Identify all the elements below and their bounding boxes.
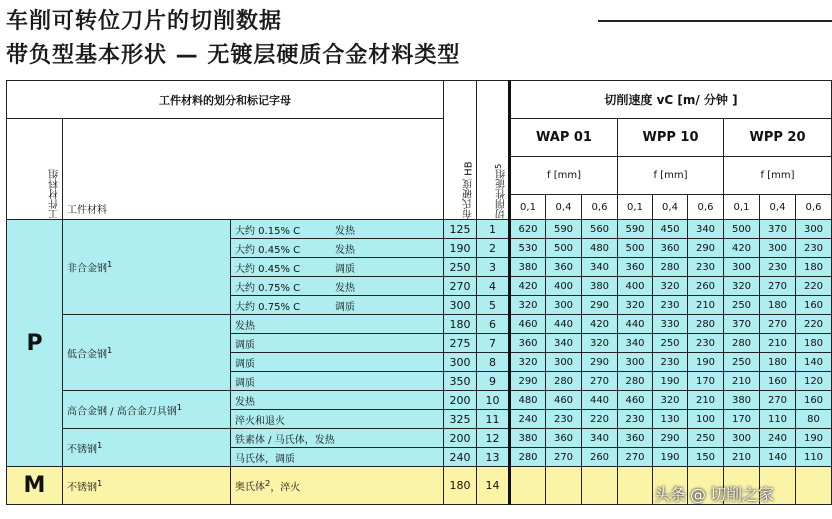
workpiece-division-header: 工件材料的划分和标记字母 [7,81,444,119]
speed-value: 370 [760,220,796,239]
speed-value: 150 [688,448,724,467]
speed-value: 270 [760,277,796,296]
speed-value: 480 [510,391,546,410]
condition-primary: 铁素体 / 马氏体，发热 [235,434,335,446]
hardness-value: 350 [444,372,477,391]
speed-value: 180 [796,258,832,277]
material-name [63,220,231,315]
speed-value: 280 [510,448,546,467]
speed-value [796,467,832,505]
condition-primary: 调质 [235,339,255,351]
grade-header-3: WPP 20 [724,119,832,157]
speed-value: 440 [546,315,582,334]
condition-treatment: 发热 [335,282,355,294]
speed-value: 210 [724,372,760,391]
speed-value [618,467,653,505]
condition-treatment: 调质 [335,263,355,275]
speed-value: 300 [546,296,582,315]
condition-cell [231,277,444,296]
speed-value: 220 [582,410,618,429]
feed-value: 0,1 [724,195,760,220]
speed-value: 270 [760,391,796,410]
speed-value: 300 [760,239,796,258]
speed-value: 360 [546,258,582,277]
speed-value: 360 [510,334,546,353]
machinability-label: 切削性能组 [496,169,507,219]
condition-primary: 大约 0.45% C [235,244,301,256]
speed-value: 130 [653,410,688,429]
speed-value: 500 [618,239,653,258]
speed-value: 180 [760,296,796,315]
watermark-left: 头条 [654,485,687,504]
speed-value: 340 [582,429,618,448]
condition-cell [231,467,444,505]
material-footnote: 1 [176,401,183,412]
speed-value: 300 [724,429,760,448]
speed-value: 420 [510,277,546,296]
speed-value: 320 [618,296,653,315]
speed-value: 240 [760,429,796,448]
cutting-speed-header: 切削速度 vC [m/ 分钟 ] [510,81,832,119]
condition-primary: 调质 [235,377,255,389]
speed-value: 80 [796,410,832,429]
material-text: 非合金钢 [67,263,107,275]
speed-value: 370 [724,315,760,334]
machinability-group: 2 [477,239,510,258]
speed-value: 230 [688,258,724,277]
machinability-group: 12 [477,429,510,448]
speed-value: 590 [546,220,582,239]
material-name [63,429,231,467]
hardness-value: 300 [444,296,477,315]
condition-primary: 大约 0.75% C [235,282,301,294]
material-text: 不锈钢 [67,444,97,456]
speed-value: 190 [796,429,832,448]
feed-value: 0,6 [688,195,724,220]
speed-value: 270 [618,448,653,467]
speed-value: 250 [653,334,688,353]
machinability-group: 8 [477,353,510,372]
speed-value: 210 [688,391,724,410]
speed-value: 280 [618,372,653,391]
watermark-right: 切削之家 [710,485,775,504]
table-row [7,315,832,334]
speed-value: 230 [653,353,688,372]
hardness-value: 200 [444,391,477,410]
condition-cell [231,448,444,467]
speed-value: 290 [688,239,724,258]
speed-value: 230 [653,296,688,315]
machinability-header [477,81,510,220]
speed-value: 190 [653,372,688,391]
feed-label-1: f [mm] [510,157,618,195]
grade-header-2: WPP 10 [618,119,724,157]
speed-value [582,467,618,505]
speed-value: 170 [724,410,760,429]
material-footnote: 1 [97,477,103,488]
speed-value: 290 [582,296,618,315]
page-title: 车削可转位刀片的切削数据 [6,9,283,34]
speed-value: 250 [688,429,724,448]
material-footnote: 1 [97,439,103,450]
condition-cell [231,391,444,410]
speed-value: 300 [796,220,832,239]
condition-primary: 大约 0.15% C [235,225,301,237]
hardness-value: 125 [444,220,477,239]
speed-value: 340 [618,334,653,353]
speed-value: 330 [653,315,688,334]
condition-cell [231,239,444,258]
hardness-value: 275 [444,334,477,353]
feed-value: 0,4 [546,195,582,220]
cutting-data-table [6,80,832,505]
table-row [7,429,832,448]
speed-value: 190 [653,448,688,467]
speed-value: 320 [653,391,688,410]
speed-value: 440 [582,391,618,410]
speed-value: 220 [796,315,832,334]
speed-value: 320 [653,277,688,296]
speed-value: 620 [510,220,546,239]
speed-value: 530 [510,239,546,258]
hardness-value: 250 [444,258,477,277]
speed-value: 290 [582,353,618,372]
speed-value: 290 [653,429,688,448]
material-footnote: 1 [107,344,113,355]
page-subtitle: 带负型基本形状 — 无镀层硬质合金材料类型 [6,43,461,68]
speed-value [510,467,546,505]
speed-value: 380 [510,429,546,448]
speed-value: 420 [724,239,760,258]
speed-value: 360 [618,258,653,277]
speed-value: 380 [510,258,546,277]
speed-value: 230 [760,258,796,277]
speed-value: 420 [582,315,618,334]
speed-value: 320 [724,277,760,296]
header-row-top [7,81,832,119]
hardness-value: 300 [444,353,477,372]
hardness-value: 240 [444,448,477,467]
speed-value: 340 [546,334,582,353]
speed-value: 360 [546,429,582,448]
material-text: 高合金钢 / 高合金刀具钢 [67,406,177,418]
speed-value: 320 [582,334,618,353]
speed-value: 290 [510,372,546,391]
material-group-m: M [7,467,63,505]
speed-value: 280 [724,334,760,353]
material-group-p: P [7,220,63,467]
speed-value: 140 [796,353,832,372]
speed-value: 270 [582,372,618,391]
condition-primary: 发热 [235,396,255,408]
condition-cell [231,410,444,429]
speed-value: 210 [760,334,796,353]
speed-value: 210 [724,448,760,467]
material-name [63,467,231,505]
machinability-group: 10 [477,391,510,410]
speed-value: 270 [760,315,796,334]
speed-value: 190 [688,353,724,372]
speed-value: 320 [510,353,546,372]
grade-header-1: WAP 01 [510,119,618,157]
speed-value: 220 [796,277,832,296]
material-footnote: 1 [107,259,113,270]
material-name [63,391,231,429]
speed-value: 110 [796,448,832,467]
hardness-value: 190 [444,239,477,258]
material-text: 低合金钢 [67,349,107,361]
speed-value: 340 [582,258,618,277]
speed-value: 160 [760,372,796,391]
speed-value: 230 [618,410,653,429]
machinability-group: 9 [477,372,510,391]
speed-value: 500 [724,220,760,239]
hardness-header: 布氏硬度 HB [444,81,477,220]
watermark [654,482,774,505]
header-rule [598,20,832,22]
speed-value: 460 [546,391,582,410]
machinability-group: 6 [477,315,510,334]
speed-value: 230 [688,334,724,353]
machinability-group: 14 [477,467,510,505]
condition-cell [231,258,444,277]
condition-primary: 大约 0.45% C [235,263,301,275]
feed-value: 0,1 [618,195,653,220]
speed-value: 160 [796,296,832,315]
machinability-group: 1 [477,220,510,239]
speed-value: 250 [724,353,760,372]
condition-cell [231,429,444,448]
machinability-group: 5 [477,296,510,315]
speed-value: 380 [724,391,760,410]
speed-value: 120 [796,372,832,391]
speed-value: 110 [760,410,796,429]
speed-value [546,467,582,505]
condition-cell [231,372,444,391]
condition-treatment: 发热 [335,225,355,237]
speed-value: 360 [653,239,688,258]
condition-cell [231,296,444,315]
material-text: 不锈钢 [67,482,97,494]
speed-value: 480 [582,239,618,258]
speed-value: 230 [546,410,582,429]
condition-primary: 大约 0.75% C [235,301,301,313]
feed-value: 0,6 [796,195,832,220]
speed-value: 360 [618,429,653,448]
speed-value: 400 [618,277,653,296]
speed-value: 280 [688,315,724,334]
condition-treatment: 调质 [335,301,355,313]
speed-value: 450 [653,220,688,239]
hardness-value: 180 [444,467,477,505]
speed-value: 500 [546,239,582,258]
machinability-group: 7 [477,334,510,353]
material-name [63,315,231,391]
condition-cell [231,315,444,334]
condition-primary: 调质 [235,358,255,370]
speed-value: 280 [546,372,582,391]
feed-label-2: f [mm] [618,157,724,195]
feed-value: 0,4 [653,195,688,220]
header-row-grades [7,119,832,157]
speed-value: 270 [546,448,582,467]
group-header: 工件材料组 [7,119,63,220]
hardness-value: 200 [444,429,477,448]
speed-value: 340 [688,220,724,239]
condition-tail: ，淬火 [270,482,301,494]
condition-cell [231,220,444,239]
speed-value: 300 [724,258,760,277]
hardness-value: 180 [444,315,477,334]
speed-value: 590 [618,220,653,239]
condition-treatment: 发热 [335,244,355,256]
at-icon: @ [690,485,707,504]
speed-value: 460 [510,315,546,334]
machinability-group: 3 [477,258,510,277]
speed-value: 140 [760,448,796,467]
speed-value: 230 [796,239,832,258]
hardness-value: 325 [444,410,477,429]
condition-cell [231,353,444,372]
feed-label-3: f [mm] [724,157,832,195]
feed-value: 0,4 [760,195,796,220]
hardness-value: 270 [444,277,477,296]
speed-value: 560 [582,220,618,239]
condition-primary: 发热 [235,320,255,332]
speed-value: 260 [688,277,724,296]
speed-value: 180 [760,353,796,372]
condition-primary: 奥氏体 [235,482,265,494]
table-row [7,391,832,410]
speed-value: 240 [510,410,546,429]
speed-value: 280 [653,258,688,277]
speed-value: 380 [582,277,618,296]
speed-value: 170 [688,372,724,391]
speed-value: 100 [688,410,724,429]
feed-value: 0,6 [582,195,618,220]
condition-cell [231,334,444,353]
condition-footnote: 2 [265,477,271,488]
machinability-group: 11 [477,410,510,429]
speed-value: 300 [618,353,653,372]
feed-value: 0,1 [510,195,546,220]
speed-value: 460 [618,391,653,410]
condition-primary: 淬火和退火 [235,415,285,427]
table-row [7,220,832,239]
machinability-sup: 5 [492,163,503,169]
material-header: 工件材料 [63,119,444,220]
speed-value: 300 [546,353,582,372]
speed-value: 320 [510,296,546,315]
condition-primary: 马氏体，调质 [235,453,295,465]
machinability-group: 13 [477,448,510,467]
speed-value: 180 [796,334,832,353]
machinability-group: 4 [477,277,510,296]
speed-value: 440 [618,315,653,334]
speed-value: 260 [582,448,618,467]
speed-value: 160 [796,391,832,410]
speed-value: 250 [724,296,760,315]
speed-value: 210 [688,296,724,315]
speed-value: 400 [546,277,582,296]
